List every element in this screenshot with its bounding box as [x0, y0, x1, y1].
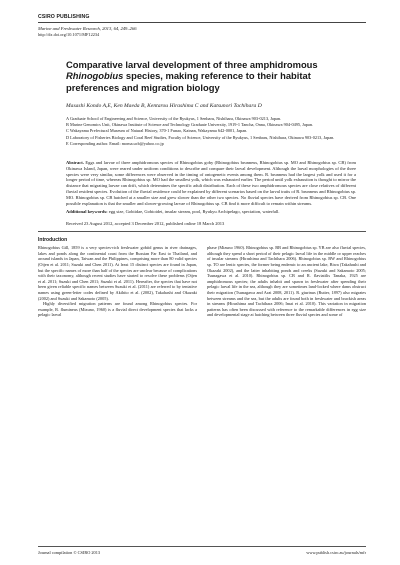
article-page: [38, 14, 366, 318]
publisher-name: CSIRO PUBLISHING: [38, 14, 90, 20]
title-part1: Comparative larval development of three amphidromous: [66, 59, 318, 70]
page-footer: [38, 546, 366, 555]
affiliation-item: B Marine Genomics Unit, Okinawa Institute of Science and Technology Graduate University, 1919-1 Tancha, Onna, Okinawa 904-0495, Japan.: [66, 122, 314, 128]
keywords-text: egg size, Gobiidae, Gobioidei, insular stream, pool, Ryukyu Archipelago, speciation, waterfall.: [108, 209, 280, 215]
section-rule: [38, 231, 366, 232]
body-column-right: [207, 245, 366, 318]
abstract: [66, 160, 356, 206]
affiliation-item: D Laboratory of Fisheries Biology and Coral Reef Studies, Faculty of Science, University of the Ryukyus, 1 Senbaru, Nishihara, Okinawa 903-0213, Japan.: [66, 134, 335, 140]
introduction-heading: Introduction: [38, 237, 68, 244]
keywords: [66, 209, 356, 215]
body-columns: [38, 245, 366, 318]
article-title: [66, 59, 356, 93]
corresponding-author[interactable]: E Corresponding author. Email: moma.ucb@yahoo.co.jp: [66, 140, 164, 146]
paragraph: phase (Mizuno 1960). Rhinogobius sp. BB and Rhinogobius sp. YB are also fluvial species, although they spend a short period of their pelagic larval life in the middle or upper reaches of insular streams (Hirashima and Tachihara 2006). Rhinogobius sp. BW and Rhinogobius sp. TO are lentic species, the former being endemic to an ancient lake, Biwa (Takahashi and Okazaki 2002), and the latter inhabiting ponds and creeks (Suzuki and Sakamoto 2005; Tsunagawa et al. 2010). Rhinogobius sp. CB and R. flaviatilis Tanaka, 1925 are amphidromous species; the adults inhabit and spawn in freshwater after spending their pelagic larval life in the sea, although they are sometimes land-locked where dams obstruct their migration (Tsunagawa and Arai 2008, 2011). R. giurinus (Rutter, 1897) also migrates between streams and the sea, but the adults are found both in freshwater and brackish areas in streams (Hirashima and Tachihara 2006; Imai et al. 2010). This variation in migration patterns has often been discussed with reference to the remarkable differences in egg size and developmental stage at hatching between three fluvial species and some of: [207, 245, 366, 318]
body-column-left: [38, 245, 197, 318]
abstract-text: Eggs and larvae of three amphidromous species of Rhinogobius goby (Rhinogobius brunneus, Rhinogobius sp. MO and Rhinogobius sp. CB) from Okinawa Island, Japan, were reared under uniform conditions to describe and compare their larval development. Although the larval morphologies of the three species were very similar, some differences were observed in the timing of ontogenetic events among them. R. brunneus had the largest yolk and used it for a longer period of time, whereas Rhinogobius sp. MO had the smallest yolk, which was exhausted earlier. The period until yolk exhaustion is thought to mirror the distance that migrating larvae can drift, which determines the specific adult distribution. Each of these two amphidromous species are close relatives of different fluvial resident species. Evolution of the fluvial residence could be explained by different scenarios based on the larval traits of R. brunneus and Rhinogobius sp. MO. Rhinogobius sp. CB hatched at a smaller size and grew slower than the other two species. No fluvial species have derived from Rhinogobius sp. CB. One possible explanation is that the smaller and slower-growing larvae of Rhinogobius sp. CB find it more difficult to remain within streams.: [66, 160, 357, 206]
affiliation-item: A Graduate School of Engineering and Science, University of the Ryukyus, 1 Senbaru, Nishihara, Okinawa 903-0213, Japan.: [66, 116, 282, 122]
title-genus: Rhinogobius: [66, 70, 124, 82]
paragraph: Highly diversified migration patterns are found among Rhinogobius species. For example, R. flumineus (Mizuno, 1960) is a fluvial direct development species that lacks a pelagic larval: [38, 301, 197, 318]
paragraph: Rhinogobius Gill, 1859 is a very species-rich freshwater gobiid genus in river drainages, lakes and ponds along the continental coast from the Russian Far East to Thailand, and around islands in Japan, Taiwan and the Philippines, comprising more than 80 valid species (Oijen et al. 2011; Suzuki and Chen 2011). At least 15 distinct species are found in Japan, but the specific names of more than half of the species are unclear because of complications with their taxonomy, although recent studies have started to resolve these problems (Oijen et al. 2011; Suzuki and Chen 2011; Suzuki et al. 2011). Hereafter, the species that have not been given reliable specific names between Suzuki et al. (2011) are referred to by tentative names using green-letter codes defined by Akihito et al. (2002), Takahashi and Okazaki (2002) and Suzuki and Sakamoto (2005).: [38, 245, 197, 301]
header-rule: [38, 22, 366, 23]
journal-url[interactable]: www.publish.csiro.au/journals/mfr: [306, 550, 366, 555]
doi-link[interactable]: http://dx.doi.org/10.1071/MF12234: [38, 31, 100, 37]
abstract-label: Abstract.: [66, 160, 84, 166]
copyright: Journal compilation © CSIRO 2013: [38, 550, 100, 555]
affiliation-item: C Wakayama Prefectural Museum of Natural History, 370-1 Funao, Kainan, Wakayama 642-0001, Japan.: [66, 128, 248, 134]
journal-citation: Marine and Freshwater Research, 2013, 64, 249–266: [38, 26, 137, 31]
keywords-label: Additional keywords:: [66, 209, 108, 215]
received-dates: Received 23 August 2012, accepted 3 December 2012, published online 18 March 2013: [66, 221, 225, 227]
title-part2: species, making reference to their habitat preferences and migration biology: [66, 70, 311, 93]
author-list: Masashi Kondo A,E, Ken Maeda B, Kentarou Hirashima C and Katsunori Tachihara D: [66, 103, 262, 110]
affiliations: [66, 116, 356, 146]
